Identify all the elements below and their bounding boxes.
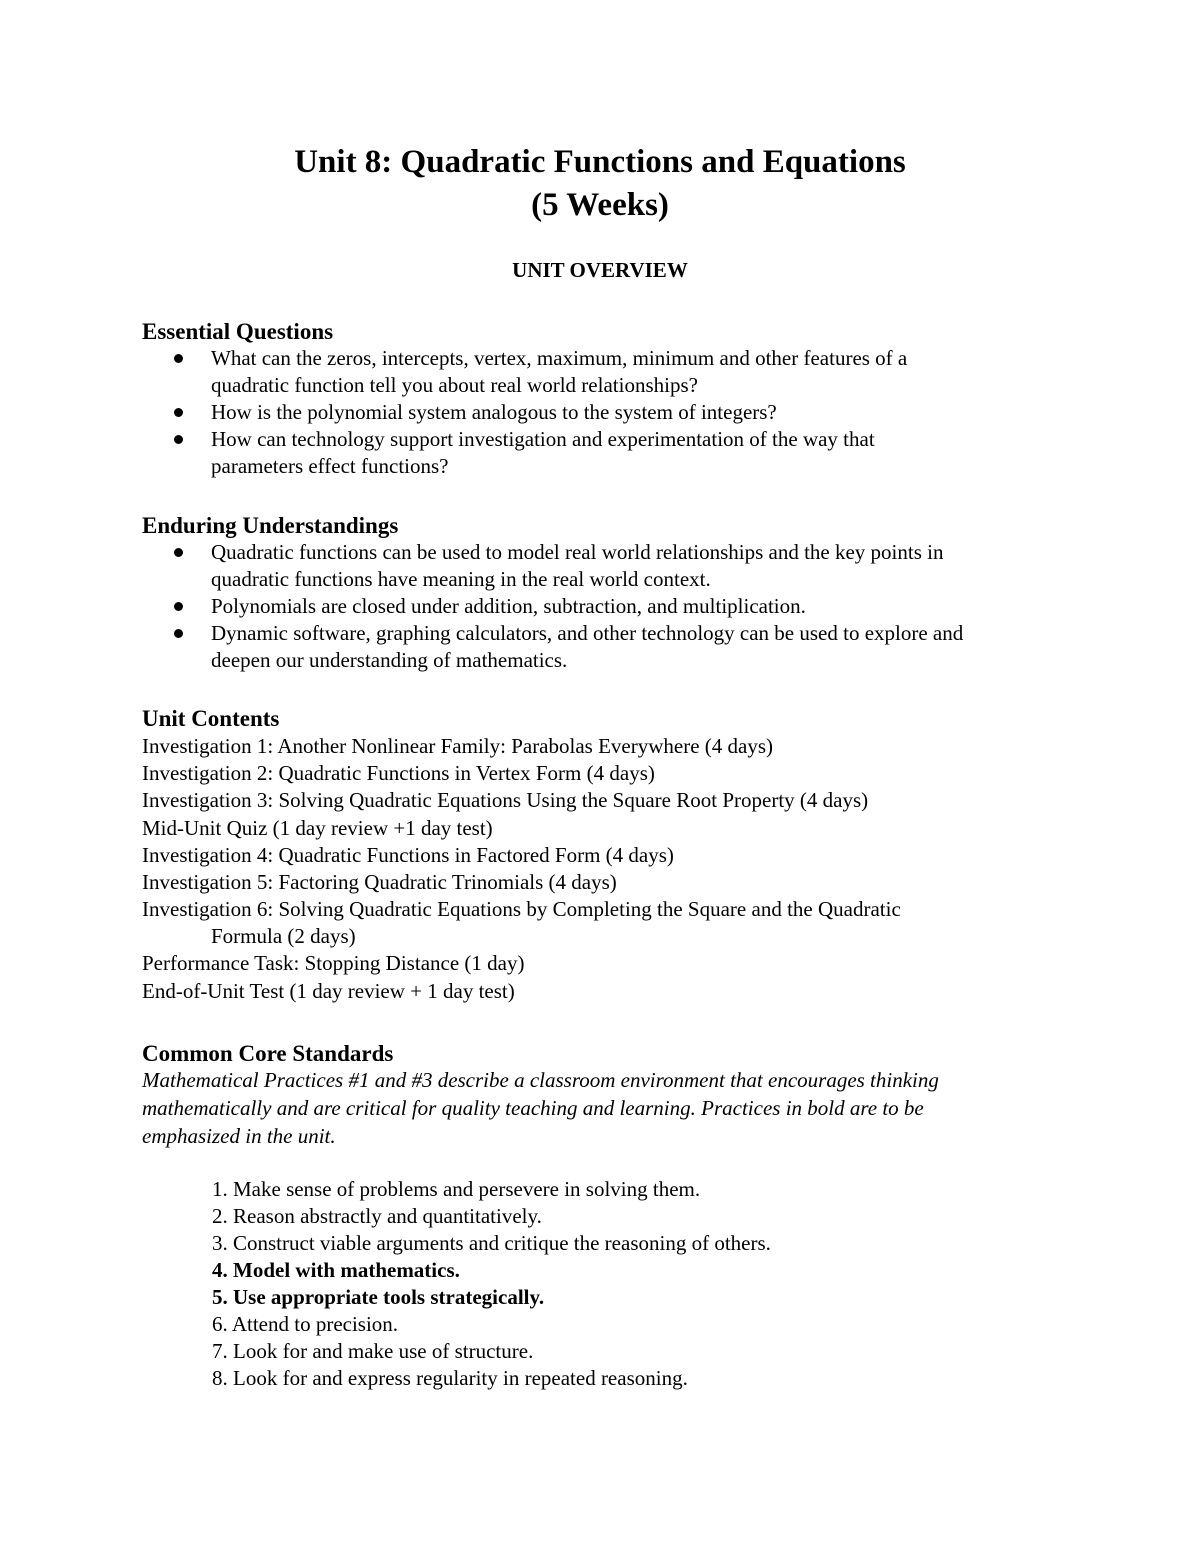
essential-question-3-line-1: How can technology support investigation and experimentation of the way that (211, 427, 875, 451)
bullet-icon (174, 435, 183, 444)
unit-contents-line: Investigation 2: Quadratic Functions in Vertex Form (4 days) (142, 761, 655, 785)
unit-contents-line: Performance Task: Stopping Distance (1 day) (142, 951, 525, 975)
common-core-standards-heading: Common Core Standards (142, 1041, 394, 1066)
bullet-icon (174, 548, 183, 557)
enduring-understanding-3-line-1: Dynamic software, graphing calculators, and other technology can be used to explore and (211, 621, 964, 645)
unit-contents-line: Investigation 4: Quadratic Functions in Factored Form (4 days) (142, 843, 674, 867)
unit-contents-line: Investigation 3: Solving Quadratic Equations Using the Square Root Property (4 days) (142, 788, 869, 812)
practice-item: 8. Look for and express regularity in repeated reasoning. (212, 1366, 688, 1390)
essential-question-1-line-2: quadratic function tell you about real world relationships? (211, 373, 698, 397)
bullet-icon (174, 354, 183, 363)
practice-item: 3. Construct viable arguments and critique the reasoning of others. (212, 1231, 771, 1255)
enduring-understandings-heading: Enduring Understandings (142, 513, 399, 538)
practice-item: 2. Reason abstractly and quantitatively. (212, 1204, 542, 1228)
common-core-intro-line: mathematically and are critical for quality teaching and learning. Practices in bold are to be (142, 1096, 924, 1120)
practice-item-emphasized: 4. Model with mathematics. (212, 1258, 460, 1282)
unit-contents-heading: Unit Contents (142, 706, 280, 731)
essential-question-3-line-2: parameters effect functions? (211, 454, 449, 478)
practice-item-emphasized: 5. Use appropriate tools strategically. (212, 1285, 545, 1309)
practice-item: 6. Attend to precision. (212, 1312, 399, 1336)
bullet-icon (174, 602, 183, 611)
enduring-understanding-1-line-1: Quadratic functions can be used to model real world relationships and the key points in (211, 540, 944, 564)
enduring-understanding-3-line-2: deepen our understanding of mathematics. (211, 648, 568, 672)
unit-contents-line: Investigation 5: Factoring Quadratic Trinomials (4 days) (142, 870, 617, 894)
essential-question-2: How is the polynomial system analogous to the system of integers? (211, 400, 777, 424)
practice-item: 1. Make sense of problems and persevere in solving them. (212, 1177, 701, 1201)
enduring-understanding-1-line-2: quadratic functions have meaning in the real world context. (211, 567, 711, 591)
common-core-intro-line: Mathematical Practices #1 and #3 describe a classroom environment that encourages thinking (142, 1068, 939, 1092)
unit-contents-line: Investigation 6: Solving Quadratic Equations by Completing the Square and the Quadratic (142, 897, 901, 921)
unit-overview-heading: UNIT OVERVIEW (512, 258, 688, 282)
essential-question-1-line-1: What can the zeros, intercepts, vertex, maximum, minimum and other features of a (211, 346, 908, 370)
unit-contents-line: Mid-Unit Quiz (1 day review +1 day test) (142, 816, 493, 840)
unit-contents-line-continued: Formula (2 days) (211, 924, 356, 948)
practice-item: 7. Look for and make use of structure. (212, 1339, 534, 1363)
enduring-understanding-2: Polynomials are closed under addition, subtraction, and multiplication. (211, 594, 806, 618)
bullet-icon (174, 408, 183, 417)
document-subtitle-duration: (5 Weeks) (531, 187, 669, 223)
document-title: Unit 8: Quadratic Functions and Equations (294, 144, 906, 180)
essential-questions-heading: Essential Questions (142, 319, 334, 344)
unit-contents-line: Investigation 1: Another Nonlinear Family: Parabolas Everywhere (4 days) (142, 734, 774, 758)
bullet-icon (174, 629, 183, 638)
unit-contents-line: End-of-Unit Test (1 day review + 1 day test) (142, 979, 515, 1003)
common-core-intro-line: emphasized in the unit. (142, 1124, 336, 1148)
